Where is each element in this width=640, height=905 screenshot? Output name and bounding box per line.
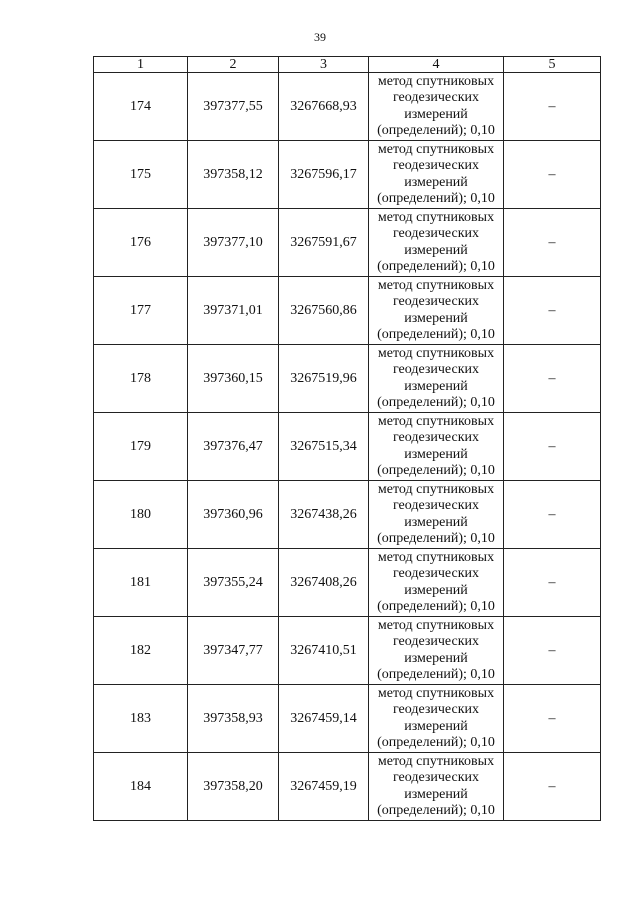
method-line: метод спутниковых bbox=[377, 549, 495, 565]
y-coordinate-cell: 3267596,17 bbox=[279, 141, 369, 209]
note-cell: – bbox=[504, 685, 601, 753]
method-line: измерений bbox=[404, 582, 468, 598]
method-line: (определений); 0,10 bbox=[377, 463, 495, 478]
method-line: метод спутниковых bbox=[377, 481, 495, 497]
y-coordinate-cell: 3267408,26 bbox=[279, 549, 369, 617]
table-row bbox=[94, 73, 601, 141]
method-line: геодезических bbox=[392, 158, 479, 173]
column-header: 4 bbox=[369, 57, 504, 73]
method-cell bbox=[369, 345, 504, 413]
method-cell bbox=[369, 753, 504, 821]
point-number-cell: 176 bbox=[94, 209, 188, 277]
point-number-cell: 182 bbox=[94, 617, 188, 685]
y-coordinate-cell: 3267438,26 bbox=[279, 481, 369, 549]
method-cell bbox=[369, 277, 504, 345]
method-line: измерений bbox=[404, 174, 468, 190]
table-row bbox=[94, 209, 601, 277]
y-coordinate-cell: 3267459,14 bbox=[279, 685, 369, 753]
method-cell bbox=[369, 413, 504, 481]
note-cell: – bbox=[504, 617, 601, 685]
note-cell: – bbox=[504, 413, 601, 481]
note-cell: – bbox=[504, 277, 601, 345]
y-coordinate-cell: 3267519,96 bbox=[279, 345, 369, 413]
method-line: метод спутниковых bbox=[377, 141, 495, 157]
x-coordinate-cell: 397358,12 bbox=[188, 141, 279, 209]
x-coordinate-cell: 397358,93 bbox=[188, 685, 279, 753]
x-coordinate-cell: 397360,96 bbox=[188, 481, 279, 549]
x-coordinate-cell: 397355,24 bbox=[188, 549, 279, 617]
method-line: измерений bbox=[404, 514, 468, 530]
note-cell: – bbox=[504, 345, 601, 413]
point-number-cell: 174 bbox=[94, 73, 188, 141]
point-number-cell: 175 bbox=[94, 141, 188, 209]
method-line: измерений bbox=[404, 106, 468, 122]
y-coordinate-cell: 3267459,19 bbox=[279, 753, 369, 821]
y-coordinate-cell: 3267668,93 bbox=[279, 73, 369, 141]
x-coordinate-cell: 397377,10 bbox=[188, 209, 279, 277]
method-line: (определений); 0,10 bbox=[377, 395, 495, 410]
table-row bbox=[94, 685, 601, 753]
point-number-cell: 181 bbox=[94, 549, 188, 617]
column-header: 5 bbox=[504, 57, 601, 73]
method-line: метод спутниковых bbox=[377, 617, 495, 633]
method-cell bbox=[369, 481, 504, 549]
method-line: метод спутниковых bbox=[377, 73, 495, 89]
method-line: геодезических bbox=[392, 294, 479, 309]
method-line: измерений bbox=[404, 378, 468, 394]
method-cell bbox=[369, 209, 504, 277]
point-number-cell: 180 bbox=[94, 481, 188, 549]
method-line: геодезических bbox=[392, 90, 479, 105]
method-line: (определений); 0,10 bbox=[377, 599, 495, 614]
method-line: измерений bbox=[404, 310, 468, 326]
note-cell: – bbox=[504, 753, 601, 821]
x-coordinate-cell: 397358,20 bbox=[188, 753, 279, 821]
x-coordinate-cell: 397371,01 bbox=[188, 277, 279, 345]
column-header: 2 bbox=[188, 57, 279, 73]
method-line: геодезических bbox=[392, 498, 479, 513]
method-line: (определений); 0,10 bbox=[377, 327, 495, 342]
method-line: метод спутниковых bbox=[377, 753, 495, 769]
method-line: метод спутниковых bbox=[377, 345, 495, 361]
method-line: (определений); 0,10 bbox=[377, 123, 495, 138]
y-coordinate-cell: 3267515,34 bbox=[279, 413, 369, 481]
method-line: геодезических bbox=[392, 226, 479, 241]
point-number-cell: 184 bbox=[94, 753, 188, 821]
method-line: (определений); 0,10 bbox=[377, 191, 495, 206]
method-line: геодезических bbox=[392, 634, 479, 649]
method-cell bbox=[369, 73, 504, 141]
table-body bbox=[94, 73, 601, 821]
method-line: геодезических bbox=[392, 770, 479, 785]
table-row bbox=[94, 413, 601, 481]
note-cell: – bbox=[504, 209, 601, 277]
method-line: (определений); 0,10 bbox=[377, 259, 495, 274]
table-row bbox=[94, 277, 601, 345]
column-header: 1 bbox=[94, 57, 188, 73]
table-row bbox=[94, 549, 601, 617]
table-row bbox=[94, 141, 601, 209]
x-coordinate-cell: 397360,15 bbox=[188, 345, 279, 413]
coordinates-table bbox=[93, 56, 601, 821]
point-number-cell: 179 bbox=[94, 413, 188, 481]
method-line: метод спутниковых bbox=[377, 209, 495, 225]
table-header-row bbox=[94, 57, 601, 73]
note-cell: – bbox=[504, 73, 601, 141]
note-cell: – bbox=[504, 141, 601, 209]
method-line: геодезических bbox=[392, 702, 479, 717]
table-row bbox=[94, 345, 601, 413]
point-number-cell: 177 bbox=[94, 277, 188, 345]
method-line: геодезических bbox=[392, 566, 479, 581]
method-line: (определений); 0,10 bbox=[377, 735, 495, 750]
table-row bbox=[94, 617, 601, 685]
page-number: 39 bbox=[314, 30, 326, 44]
table-row bbox=[94, 481, 601, 549]
method-line: метод спутниковых bbox=[377, 413, 495, 429]
method-cell bbox=[369, 141, 504, 209]
method-cell bbox=[369, 617, 504, 685]
note-cell: – bbox=[504, 549, 601, 617]
method-line: (определений); 0,10 bbox=[377, 667, 495, 682]
x-coordinate-cell: 397377,55 bbox=[188, 73, 279, 141]
table-row bbox=[94, 753, 601, 821]
point-number-cell: 178 bbox=[94, 345, 188, 413]
method-line: измерений bbox=[404, 786, 468, 802]
method-line: (определений); 0,10 bbox=[377, 531, 495, 546]
method-line: измерений bbox=[404, 718, 468, 734]
point-number-cell: 183 bbox=[94, 685, 188, 753]
method-line: геодезических bbox=[392, 430, 479, 445]
method-line: метод спутниковых bbox=[377, 685, 495, 701]
method-line: (определений); 0,10 bbox=[377, 803, 495, 818]
method-cell bbox=[369, 685, 504, 753]
column-header: 3 bbox=[279, 57, 369, 73]
method-line: измерений bbox=[404, 650, 468, 666]
method-line: измерений bbox=[404, 242, 468, 258]
y-coordinate-cell: 3267591,67 bbox=[279, 209, 369, 277]
y-coordinate-cell: 3267560,86 bbox=[279, 277, 369, 345]
method-line: измерений bbox=[404, 446, 468, 462]
note-cell: – bbox=[504, 481, 601, 549]
y-coordinate-cell: 3267410,51 bbox=[279, 617, 369, 685]
method-line: геодезических bbox=[392, 362, 479, 377]
method-line: метод спутниковых bbox=[377, 277, 495, 293]
x-coordinate-cell: 397376,47 bbox=[188, 413, 279, 481]
method-cell bbox=[369, 549, 504, 617]
x-coordinate-cell: 397347,77 bbox=[188, 617, 279, 685]
